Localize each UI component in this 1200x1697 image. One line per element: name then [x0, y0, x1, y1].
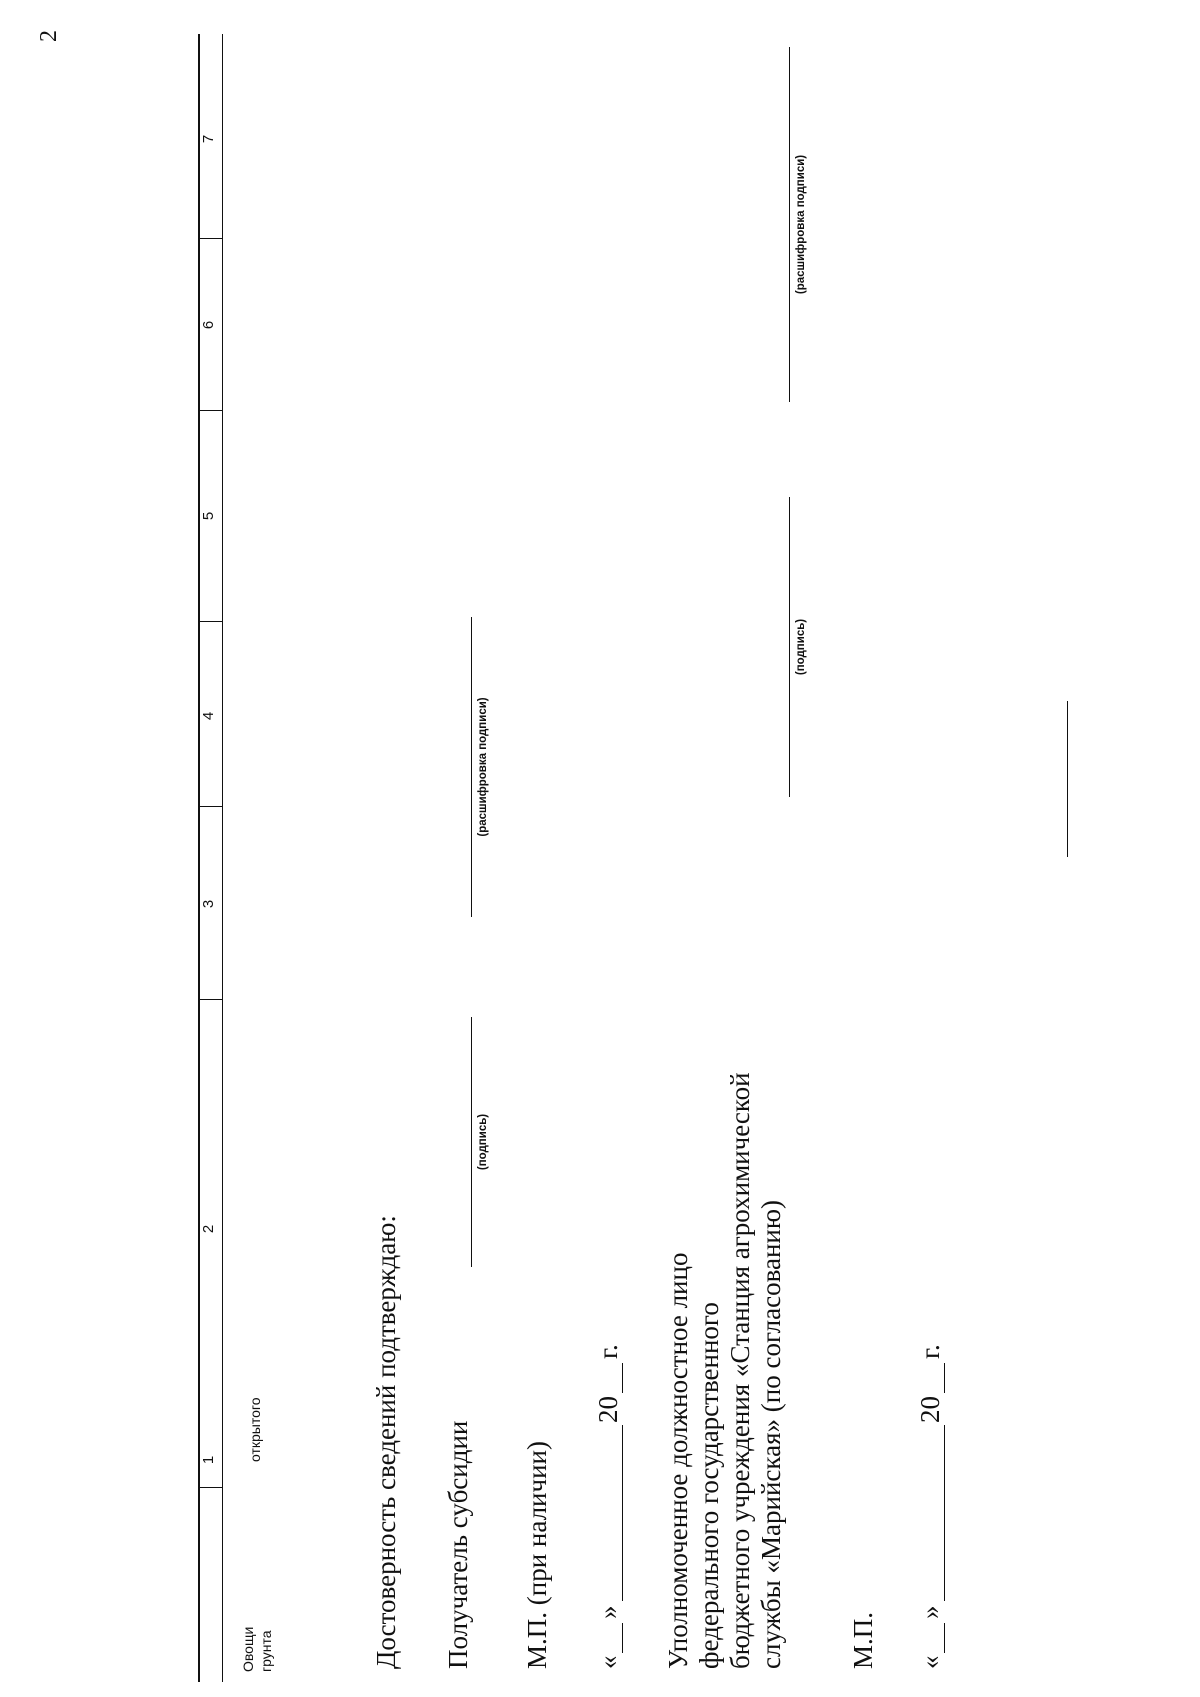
column-number: 4	[200, 711, 217, 721]
date-year-suffix: г.	[593, 1344, 623, 1359]
stamp-optional: М.П. (при наличии)	[522, 1441, 552, 1669]
recipient-decryption-caption: (расшифровка подписи)	[477, 697, 489, 837]
table-col-divider	[198, 238, 223, 239]
date-month-blank	[944, 1425, 945, 1601]
official-line: службы «Марийская» (по согласованию)	[756, 1199, 786, 1669]
recipient-signature-line	[471, 1017, 472, 1267]
official-decryption-line	[789, 47, 790, 402]
column-number: 6	[200, 320, 217, 330]
date-open-quote: «	[915, 1655, 945, 1669]
stamp: М.П.	[848, 1611, 878, 1669]
date-open-quote: «	[593, 1655, 623, 1669]
table-col-divider	[198, 806, 223, 807]
date-year-suffix: г.	[915, 1344, 945, 1359]
row-label-line: Овощи	[240, 1626, 256, 1672]
row-label-line: грунта	[258, 1630, 274, 1672]
table-col-divider	[198, 410, 223, 411]
table-col-divider	[198, 1487, 223, 1488]
official-line: Уполномоченное должностное лицо	[663, 1252, 693, 1669]
official-signature-line	[789, 497, 790, 797]
date-month-blank	[622, 1425, 623, 1601]
date-day-blank	[944, 1623, 945, 1653]
column-number: 2	[200, 1224, 217, 1234]
row-label-cont: открытого	[247, 1397, 263, 1462]
date-close-quote: »	[593, 1605, 623, 1619]
date-year-blank	[944, 1363, 945, 1393]
column-number: 5	[200, 511, 217, 521]
column-number: 1	[200, 1455, 217, 1465]
table-col-divider	[198, 999, 223, 1000]
date-day-blank	[622, 1623, 623, 1653]
date-year-prefix: 20	[915, 1396, 945, 1423]
official-decryption-caption: (расшифровка подписи)	[795, 154, 807, 295]
date-close-quote: »	[915, 1605, 945, 1619]
official-line: бюджетного учреждения «Станция агрохимической	[725, 1072, 755, 1669]
table-col-divider	[198, 621, 223, 622]
official-signature-caption: (подпись)	[795, 618, 807, 676]
recipient-signature-caption: (подпись)	[477, 1113, 489, 1171]
date-year-prefix: 20	[593, 1396, 623, 1423]
recipient-label: Получатель субсидии	[443, 1420, 473, 1669]
column-number: 7	[200, 134, 217, 144]
table-top-border	[198, 34, 200, 1682]
recipient-decryption-line	[471, 617, 472, 917]
column-number: 3	[200, 899, 217, 909]
date-year-blank	[622, 1363, 623, 1393]
extra-blank-line	[1067, 701, 1068, 857]
page-number: 2	[36, 30, 62, 42]
table-header-divider	[222, 34, 223, 1682]
official-line: федерального государственного	[694, 1302, 724, 1669]
confirm-label: Достоверность сведений подтверждаю:	[371, 1215, 401, 1669]
